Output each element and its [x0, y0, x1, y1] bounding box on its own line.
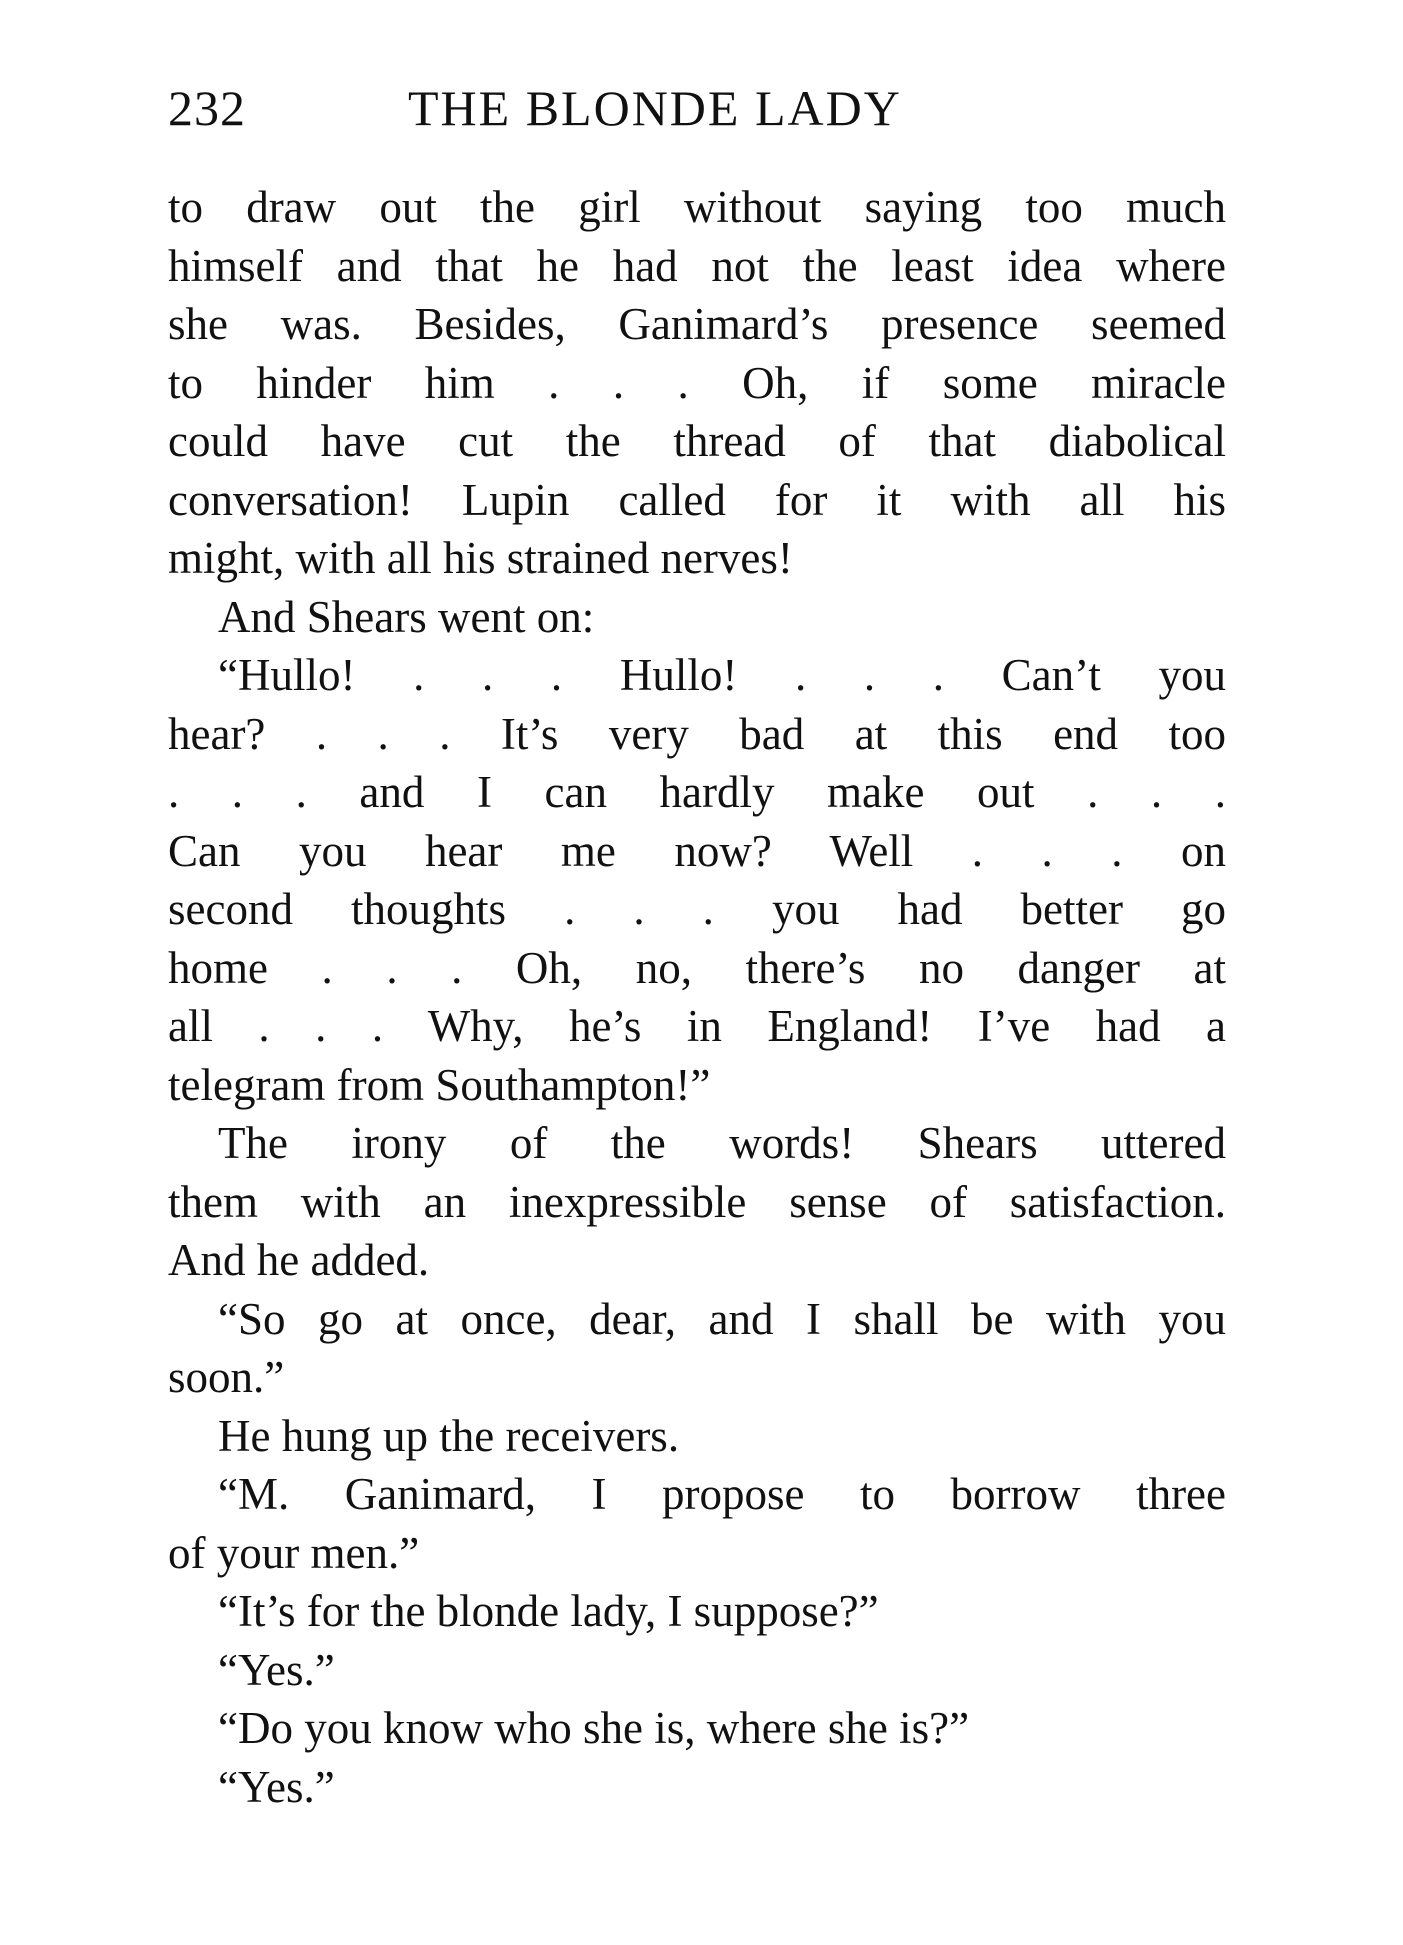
text-line: himself and that he had not the least idea where	[168, 240, 1226, 291]
text-line: And Shears went on:	[218, 591, 595, 642]
text-line: “Yes.”	[218, 1644, 335, 1695]
text-line: He hung up the receivers.	[218, 1410, 680, 1461]
text-line: them with an inexpressible sense of satisfaction.	[168, 1176, 1226, 1227]
text-line: “So go at once, dear, and I shall be with you	[218, 1293, 1226, 1344]
text-line: “M. Ganimard, I propose to borrow three	[218, 1469, 1226, 1519]
text-line: to hinder him . . . Oh, if some miracle	[168, 357, 1226, 408]
text-line: “Do you know who she is, where she is?”	[218, 1703, 970, 1753]
page-header	[168, 78, 1218, 138]
text-line: might, with all his strained nerves!	[168, 533, 793, 583]
text-line: of your men.”	[168, 1527, 420, 1578]
body-text	[168, 178, 1226, 1816]
text-line: The irony of the words! Shears uttered	[218, 1118, 1226, 1168]
text-line: could have cut the thread of that diabolical	[168, 416, 1226, 466]
text-line: hear? . . . It’s very bad at this end too	[168, 708, 1226, 759]
text-line: second thoughts . . . you had better go	[168, 884, 1226, 934]
text-line: . . . and I can hardly make out . . .	[168, 767, 1226, 817]
text-line: Can you hear me now? Well . . . on	[168, 825, 1226, 876]
text-line: home . . . Oh, no, there’s no danger at	[168, 942, 1226, 993]
running-title: THE BLONDE LADY	[408, 80, 902, 136]
text-line: “Hullo! . . . Hullo! . . . Can’t you	[218, 650, 1226, 700]
text-line: telegram from Southampton!”	[168, 1059, 711, 1110]
text-line: “It’s for the blonde lady, I suppose?”	[218, 1586, 879, 1636]
text-line: soon.”	[168, 1352, 285, 1402]
text-line: conversation! Lupin called for it with all his	[168, 474, 1226, 525]
text-line: And he added.	[168, 1235, 430, 1285]
text-line: all . . . Why, he’s in England! I’ve had a	[168, 1001, 1226, 1051]
page-number: 232	[168, 80, 246, 136]
text-line: “Yes.”	[218, 1761, 335, 1812]
text-line: to draw out the girl without saying too much	[168, 182, 1226, 232]
text-line: she was. Besides, Ganimard’s presence seemed	[168, 299, 1226, 349]
